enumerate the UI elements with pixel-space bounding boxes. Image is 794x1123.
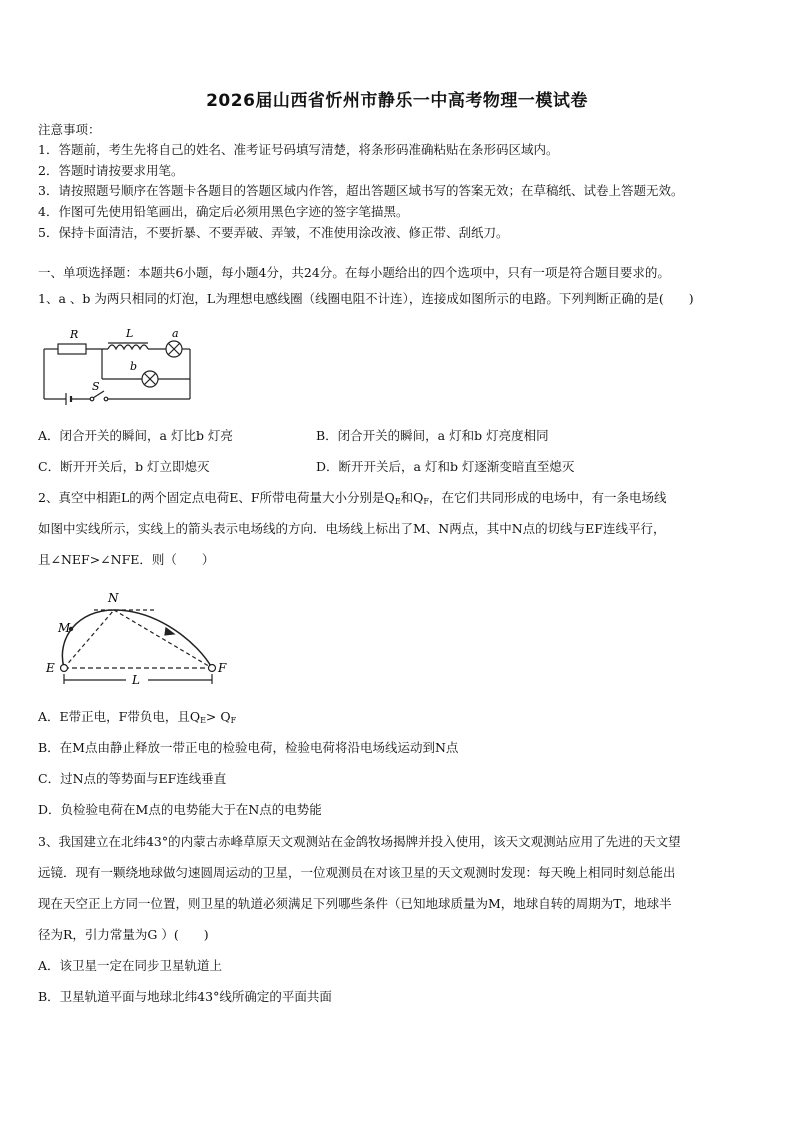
label-M: M [58, 621, 71, 635]
notice-item: 4．作图可先使用铅笔画出，确定后必须用黑色字迹的签字笔描黑。 [38, 204, 409, 219]
question-1-stem: 1、a 、b 为两只相同的灯泡，L为理想电感线圈（线圈电阻不计连），连接成如图所示的电路。下列判断正确的是( ) [38, 291, 694, 306]
notice-item: 1．答题前，考生先将自己的姓名、准考证号码填写清楚，将条形码准确粘贴在条形码区域内。 [38, 142, 559, 157]
question-2-stem-line1: 2、真空中相距L的两个固定点电荷E、F所带电荷量大小分别是$Q_E$和$Q_F$，在它们共同形成的电场中，有一条电场线 [38, 490, 667, 506]
label-L: L [126, 327, 134, 340]
question-2-stem-line2: 如图中实线所示，实线上的箭头表示电场线的方向．电场线上标出了M、N两点，其中N点的切线与EF连线平行， [38, 521, 666, 536]
question-3-stem-line2: 远镜．现有一颗绕地球做匀速圆周运动的卫星，一位观测员在对该卫星的天文观测时发现：每天晚上相同时刻总能出 [38, 865, 676, 880]
q2-option-a: A．E带正电，F带负电，且$Q_E> Q_F$ [38, 709, 237, 725]
q2-option-c: C．过N点的等势面与EF连线垂直 [38, 771, 227, 786]
question-3-stem-line4: 径为R，引力常量为G ）( ) [38, 927, 209, 942]
question-2-stem-line3: 且∠NEF>∠NFE．则（ ） [38, 552, 215, 567]
label-b: b [130, 360, 138, 373]
circuit-svg [38, 324, 198, 410]
label-R: R [70, 328, 79, 341]
q2-field-line-diagram [38, 588, 238, 688]
label-a: a [172, 327, 179, 340]
q1-circuit-diagram [38, 324, 198, 410]
label-E: E [46, 661, 55, 675]
question-3-stem-line1: 3、我国建立在北纬43°的内蒙古赤峰草原天文观测站在金鸽牧场揭牌并投入使用，该天文观测站应用了先进的天文望 [38, 834, 681, 849]
notice-item: 3．请按照题号顺序在答题卡各题目的答题区域内作答，超出答题区域书写的答案无效；在草稿纸、试卷上答题无效。 [38, 183, 684, 198]
q1-option-a: A．闭合开关的瞬间，a 灯比b 灯亮 [38, 428, 233, 443]
section-heading: 一、单项选择题：本题共6小题，每小题4分，共24分。在每小题给出的四个选项中，只有一项是符合题目要求的。 [38, 265, 670, 280]
label-L: L [132, 673, 140, 687]
page-title: 2026届山西省忻州市静乐一中高考物理一模试卷 [206, 91, 588, 111]
label-N: N [108, 591, 119, 605]
label-F: F [218, 661, 227, 675]
field-line-svg [38, 588, 238, 688]
q2-option-b: B．在M点由静止释放一带正电的检验电荷，检验电荷将沿电场线运动到N点 [38, 740, 459, 755]
q3-option-b: B．卫星轨道平面与地球北纬43°线所确定的平面共面 [38, 989, 332, 1004]
label-S: S [92, 380, 100, 393]
notice-item: 2．答题时请按要求用笔。 [38, 163, 184, 178]
question-3-stem-line3: 现在天空正上方同一位置，则卫星的轨道必须满足下列哪些条件（已知地球质量为M，地球自转的周期为T，地球半 [38, 896, 672, 911]
q1-option-d: D．断开开关后，a 灯和b 灯逐渐变暗直至熄灭 [316, 459, 575, 474]
notice-heading: 注意事项： [38, 122, 101, 137]
q3-option-a: A．该卫星一定在同步卫星轨道上 [38, 958, 223, 973]
notice-item: 5．保持卡面清洁，不要折暴、不要弄破、弄皱，不准使用涂改液、修正带、刮纸刀。 [38, 225, 509, 240]
q1-option-b: B．闭合开关的瞬间，a 灯和b 灯亮度相同 [316, 428, 549, 443]
q2-option-d: D．负检验电荷在M点的电势能大于在N点的电势能 [38, 802, 322, 817]
q1-option-c: C．断开开关后，b 灯立即熄灭 [38, 459, 210, 474]
